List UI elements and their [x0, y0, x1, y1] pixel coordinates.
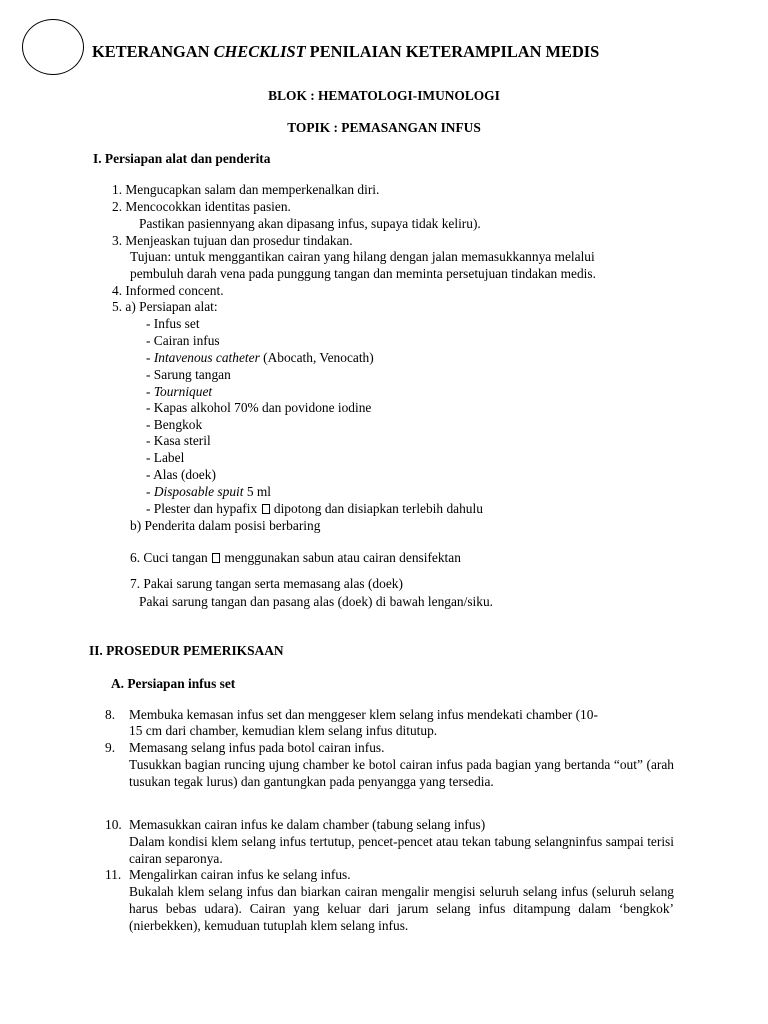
tool-item: - Tourniquet [146, 384, 213, 399]
list-item: 2. Mencocokkan identitas pasien. [112, 199, 291, 214]
tool-item: - Bengkok [146, 417, 203, 432]
topic-heading: TOPIK : PEMASANGAN INFUS [287, 120, 481, 135]
tool-item: - Infus set [146, 316, 200, 331]
section-2-heading: II. PROSEDUR PEMERIKSAAN [89, 643, 284, 658]
list-item: 6. Cuci tangan menggunakan sabun atau cairan densifektan [130, 550, 461, 565]
tool-item: - Alas (doek) [146, 467, 216, 482]
tool-item: - Disposable spuit 5 ml [146, 484, 271, 499]
tool-item: - Kasa steril [146, 433, 211, 448]
step-text: Membuka kemasan infus set dan menggeser klem selang infus mendekati chamber (10- [129, 707, 598, 722]
list-item-note: Pastikan pasiennyang akan dipasang infus, supaya tidak keliru). [139, 216, 481, 231]
list-item-note: pembuluh darah vena pada punggung tangan dan meminta persetujuan tindakan medis. [130, 266, 596, 281]
tool-item: - Sarung tangan [146, 367, 231, 382]
list-item: b) Penderita dalam posisi berbaring [130, 518, 321, 533]
tool-item: - Intavenous catheter (Abocath, Venocath) [146, 350, 374, 365]
subsection-a-heading: A. Persiapan infus set [111, 676, 236, 691]
step-number: 9. [105, 740, 116, 755]
missing-glyph-icon [262, 504, 270, 514]
step-text: Memasukkan cairan infus ke dalam chamber (tabung selang infus) [129, 817, 486, 832]
step-text: Memasang selang infus pada botol cairan infus. [129, 740, 385, 755]
step-text: 15 cm dari chamber, kemudian klem selang infus ditutup. [129, 723, 438, 738]
circle-stamp-marker [22, 19, 84, 75]
step-number: 8. [105, 707, 116, 722]
list-item: 3. Menjeaskan tujuan dan prosedur tindakan. [112, 233, 353, 248]
list-item: 4. Informed concent. [112, 283, 224, 298]
list-item: 7. Pakai sarung tangan serta memasang alas (doek) [130, 576, 403, 591]
document-title: KETERANGAN CHECKLIST PENILAIAN KETERAMPILAN MEDIS [92, 42, 600, 61]
missing-glyph-icon [212, 553, 220, 563]
step-note: Bukalah klem selang infus dan biarkan cairan mengalir mengisi seluruh selang infus (seluruh selang harus bebas udara). Cairan yang keluar dari jarum selang infus ditampung dalam ‘bengkok’ (nierbekken), kemuduan tutuplah klem selang infus. [129, 884, 674, 933]
tool-item: - Label [146, 450, 185, 465]
step-text: Mengalirkan cairan infus ke selang infus. [129, 867, 351, 882]
step-number: 10. [105, 817, 122, 832]
list-item: 1. Mengucapkan salam dan memperkenalkan diri. [112, 182, 380, 197]
step-note: Dalam kondisi klem selang infus tertutup, pencet-pencet atau tekan tabung selangninfus sampai terisi cairan separonya. [129, 834, 674, 866]
tool-item: - Plester dan hypafix dipotong dan disiapkan terlebih dahulu [146, 501, 483, 516]
step-number: 11. [105, 867, 122, 882]
section-1-heading: I. Persiapan alat dan penderita [93, 151, 271, 166]
block-heading: BLOK : HEMATOLOGI-IMUNOLOGI [268, 88, 500, 103]
list-item-note: Pakai sarung tangan dan pasang alas (doek) di bawah lengan/siku. [139, 594, 494, 609]
step-note: Tusukkan bagian runcing ujung chamber ke botol cairan infus pada bagian yang bertanda “out” (arah tusukan tegak lurus) dan gantungkan pada penyangga yang tersedia. [129, 757, 674, 789]
list-item: 5. a) Persiapan alat: [112, 299, 218, 314]
tool-item: - Cairan infus [146, 333, 220, 348]
tool-item: - Kapas alkohol 70% dan povidone iodine [146, 400, 372, 415]
list-item-note: Tujuan: untuk menggantikan cairan yang hilang dengan jalan memasukkannya melalui [130, 249, 595, 264]
